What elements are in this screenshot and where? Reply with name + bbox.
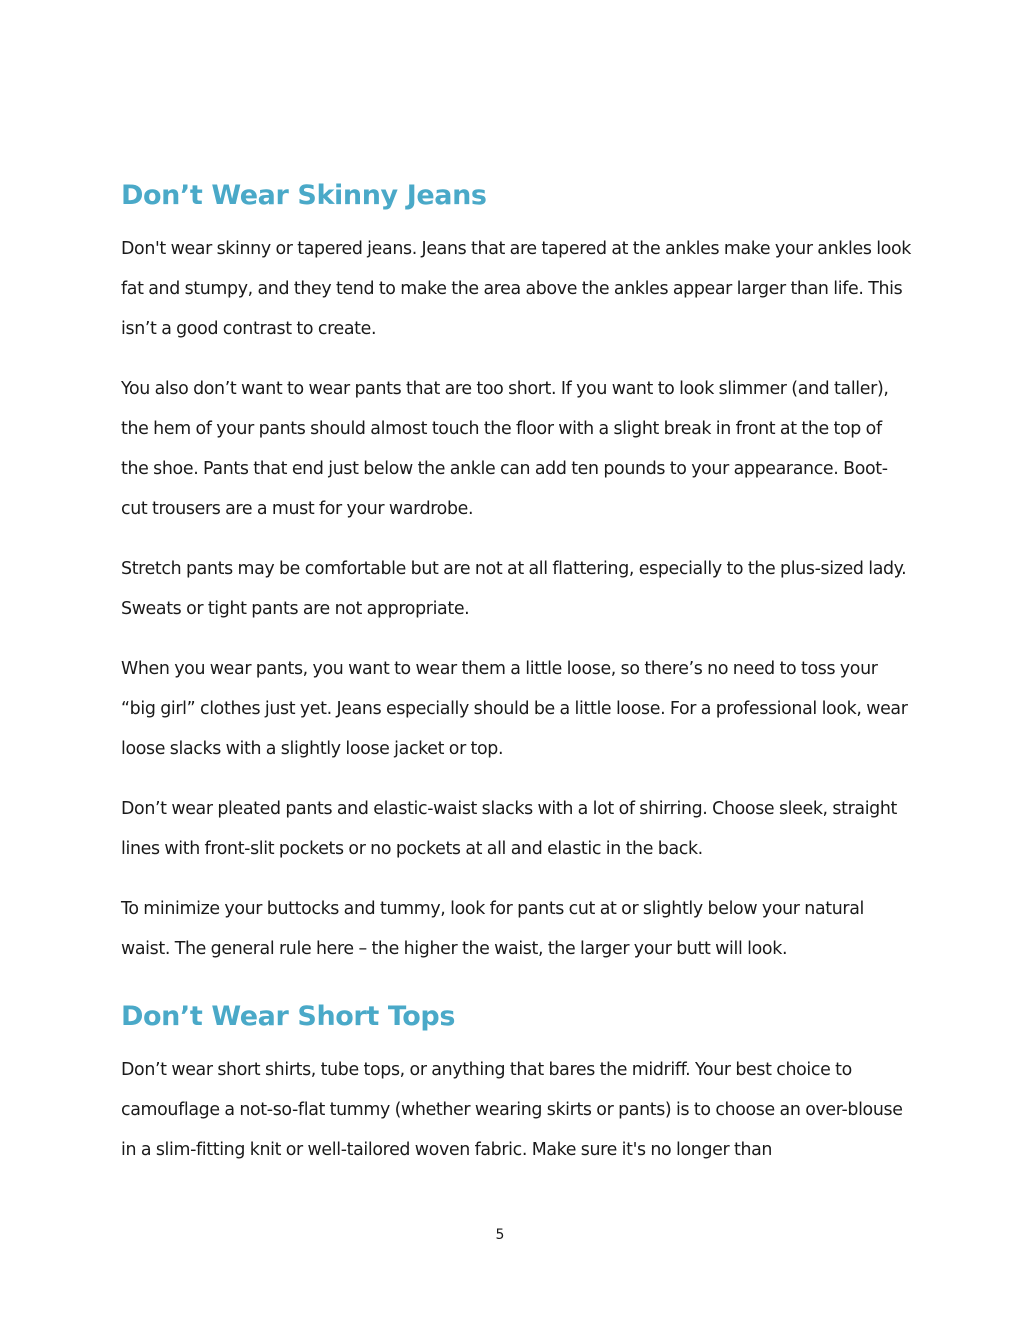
paragraph: When you wear pants, you want to wear them a little loose, so there’s no need to toss your “big girl” clothes just yet. Jeans especially should be a little loose. For a professional look, wear loose slacks with a slightly loose jacket or top.	[121, 659, 908, 760]
paragraph: Don’t wear pleated pants and elastic-waist slacks with a lot of shirring. Choose sleek, straight lines with front-slit pockets or no pockets at all and elastic in the back.	[121, 799, 898, 860]
section-heading-skinny-jeans: Don’t Wear Skinny Jeans	[121, 180, 487, 211]
paragraph: Don't wear skinny or tapered jeans. Jeans that are tapered at the ankles make your ankles look fat and stumpy, and they tend to make the area above the ankles appear larger than life. This isn’t a good contrast to create.	[121, 239, 911, 340]
paragraph: To minimize your buttocks and tummy, look for pants cut at or slightly below your natural waist. The general rule here – the higher the waist, the larger your butt will look.	[121, 899, 864, 960]
paragraph: Don’t wear short shirts, tube tops, or anything that bares the midriff. Your best choice to camouflage a not-so-flat tummy (whether wearing skirts or pants) is to choose an over-blouse in a slim-fitting knit or well-tailored woven fabric. Make sure it's no longer than	[121, 1060, 903, 1161]
section-heading-short-tops: Don’t Wear Short Tops	[121, 1001, 456, 1032]
paragraph: Stretch pants may be comfortable but are not at all flattering, especially to the plus-sized lady. Sweats or tight pants are not appropriate.	[121, 559, 907, 620]
page-number: 5	[495, 1227, 505, 1243]
paragraph: You also don’t want to wear pants that are too short. If you want to look slimmer (and taller), the hem of your pants should almost touch the floor with a slight break in front at the top of the shoe. Pants that end just below the ankle can add ten pounds to your appearance. Boot-cut trousers are a must for your wardrobe.	[121, 379, 889, 520]
